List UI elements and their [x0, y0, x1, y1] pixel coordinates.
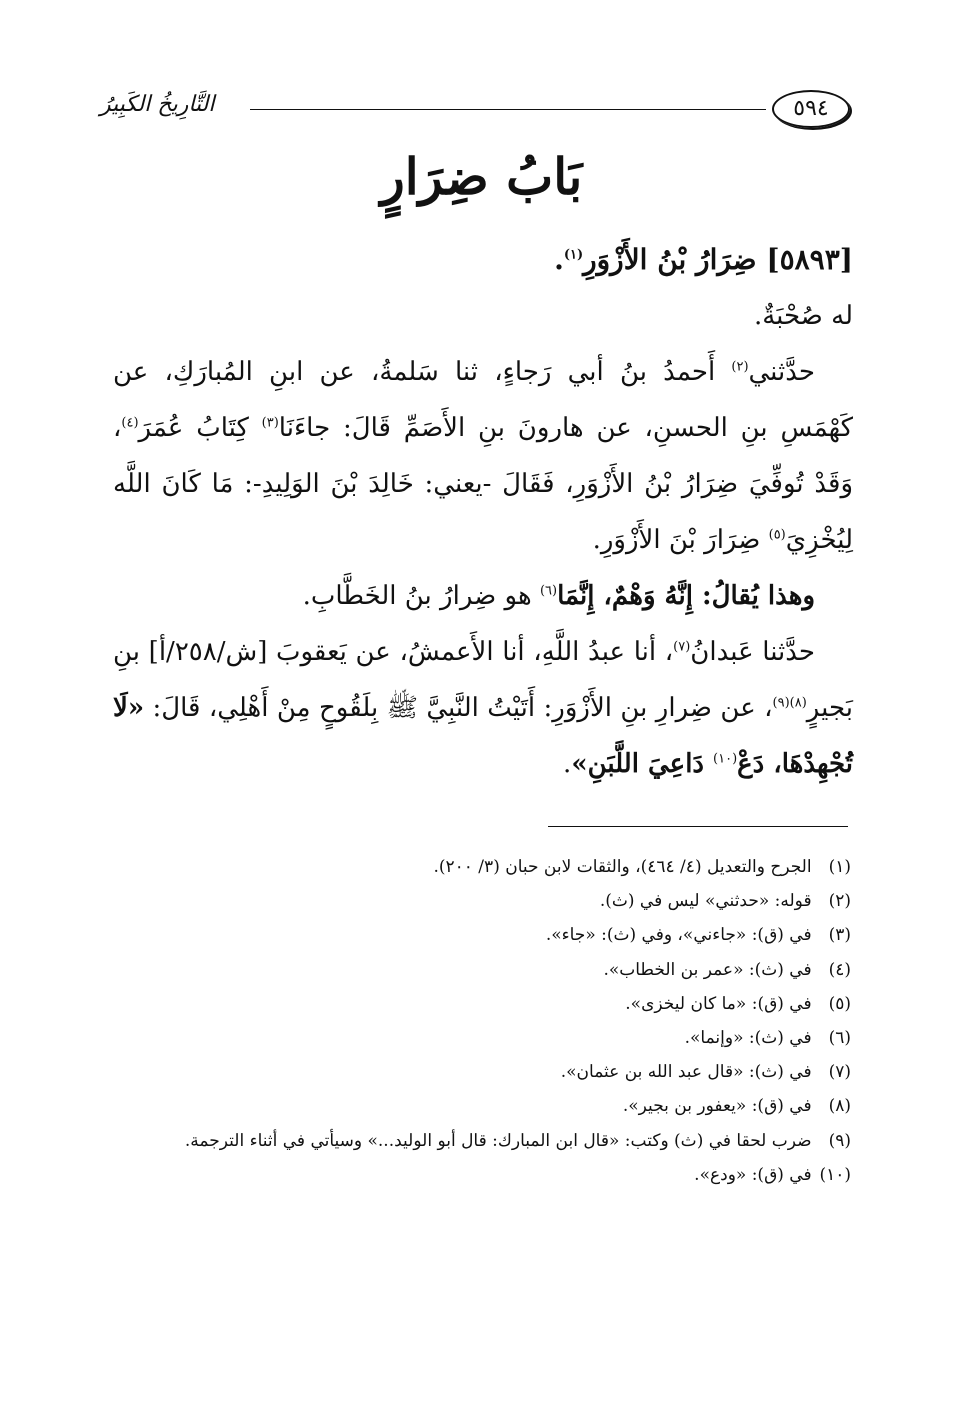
footnote-item — [91, 1124, 851, 1158]
entry-heading — [113, 232, 853, 288]
footnote-text: في (ق): «يعفور بن بجير». — [622, 1096, 812, 1117]
footnote-number: (٥) — [828, 993, 851, 1014]
running-header — [100, 90, 850, 130]
paragraph-hadith-1 — [113, 344, 853, 568]
footnote-number: (٣) — [828, 925, 851, 946]
footnote-ref: (٢) — [731, 359, 749, 375]
footnote-number: (٩) — [828, 1130, 851, 1151]
entry-punct: . — [554, 243, 564, 276]
footnote-number: (٤) — [828, 959, 851, 980]
text-run: ضِرَارَ بْنَ الأَزْوَرِ. — [592, 525, 769, 555]
chapter-title: بَابُ ضِرَارٍ — [380, 147, 583, 206]
text-run: كِتَابُ عُمَرَ — [138, 413, 262, 443]
footnote-ref: (٧) — [673, 639, 691, 655]
footnote-text: في (ث): «وإنما». — [684, 1028, 812, 1049]
entry-name: ضِرَارُ بْنُ الأَزْوَرِ — [583, 243, 757, 276]
footnote-item — [91, 850, 851, 884]
footnote-item — [91, 1089, 851, 1123]
text-run-bold: «لَا تُجْهِدْهَا، دَعْ — [113, 693, 853, 779]
paragraph-note — [113, 568, 853, 624]
footnote-item — [91, 1055, 851, 1089]
text-run: أَحمدُ بنُ أبي رَجاءٍ، ثنا سَلمةُ، عن ابنِ المُبارَكِ، عن كَهْمَسِ بنِ الحسنِ، عن هارونَ بنِ الأَصَمِّ قَالَ: جاءَنَا — [113, 357, 853, 443]
footnote-item — [91, 1158, 851, 1192]
footnotes-list — [91, 850, 851, 1192]
footnote-text: في (ق): «جاءني»، وفي (ث): «جاء». — [545, 925, 812, 946]
footnote-number: (٧) — [828, 1062, 851, 1083]
footnote-text: ضرب لحقا في (ث) وكتب: «قال ابن المبارك: قال أبو الوليد...» وسيأتي في أثناء الترجمة. — [184, 1130, 812, 1151]
footnote-ref: (٣) — [261, 415, 279, 431]
footnote-item — [91, 953, 851, 987]
footnote-ref: (٤) — [121, 415, 139, 431]
footnote-ref: (٨)(٩) — [772, 695, 807, 711]
text-run-bold: وهذا يُقالُ: إِنَّهُ وَهْمٌ، إِنَّمَا — [557, 581, 815, 611]
text-run: حدَّثنا عَبدانُ — [690, 637, 816, 667]
text-run: هو ضِرارُ بنُ الخَطَّابِ. — [302, 581, 540, 611]
text-run: ، وَقَدْ تُوفِّيَ ضِرَارُ بْنُ الأَزْوَرِ، فَقَالَ -يعني: خَالِدَ بْنَ الوَلِيدِ-: مَا كَانَ اللَّه لِيُخْزِيَ — [113, 413, 853, 555]
footnote-number: (٦) — [828, 1028, 851, 1049]
footnote-item — [91, 987, 851, 1021]
footnote-ref: (٥) — [768, 527, 786, 543]
footnote-text: في (ق): «ودع». — [694, 1164, 812, 1185]
footnote-number: (٨) — [828, 1096, 851, 1117]
footnote-number: (٢) — [828, 891, 851, 912]
footnote-ref: (١٠) — [713, 751, 738, 767]
footnote-number: (١) — [828, 857, 851, 877]
footnote-text: الجرح والتعديل (٤/ ٤٦٤)، والثقات لابن حبان (٣/ ٢٠٠). — [433, 857, 812, 877]
footnote-item — [91, 884, 851, 918]
footnote-number: (١٠) — [819, 1164, 851, 1185]
text-run-bold: دَاعِيَ اللَّبَنِ» — [571, 749, 714, 779]
footnote-text: قوله: «حدثني» ليس في (ث). — [599, 891, 812, 912]
footnote-item — [91, 918, 851, 952]
main-text — [113, 232, 853, 792]
text-run: ، أنا عبدُ اللَّهِ، أنا الأَعمشُ، عن يَعقوبَ [ش/٢٥٨/أ] بنِ بَجيرٍ — [113, 637, 853, 723]
paragraph-companion: له صُحْبَةٌ. — [753, 301, 853, 331]
paragraph-hadith-2 — [113, 624, 853, 792]
header-rule — [250, 109, 766, 110]
footnote-item — [91, 1021, 851, 1055]
footnote-text: في (ق): «ما كان ليخزى». — [625, 993, 812, 1014]
footnote-ref: (٦) — [539, 583, 558, 599]
book-title: التَّارِيخُ الكَبِيرُ — [100, 92, 215, 117]
entry-number: [٥٨٩٣] — [766, 243, 853, 276]
page-number: ٥٩٤ — [772, 90, 850, 128]
text-run: . — [563, 749, 572, 779]
text-run: ، عن ضِرارِ بنِ الأَزْوَرِ: أَتَيْتُ النَّبِيَّ ﷺ بِلَقُوحٍ مِنْ أَهْلِي، قَالَ: — [144, 693, 773, 723]
text-run: حدَّثني — [748, 357, 815, 387]
footnote-ref: (١) — [563, 247, 584, 263]
footnote-text: في (ث): «عمر بن الخطاب». — [603, 959, 812, 980]
footnote-text: في (ث): «قال عبد الله بن عثمان». — [560, 1062, 812, 1083]
footnote-separator — [548, 826, 848, 827]
